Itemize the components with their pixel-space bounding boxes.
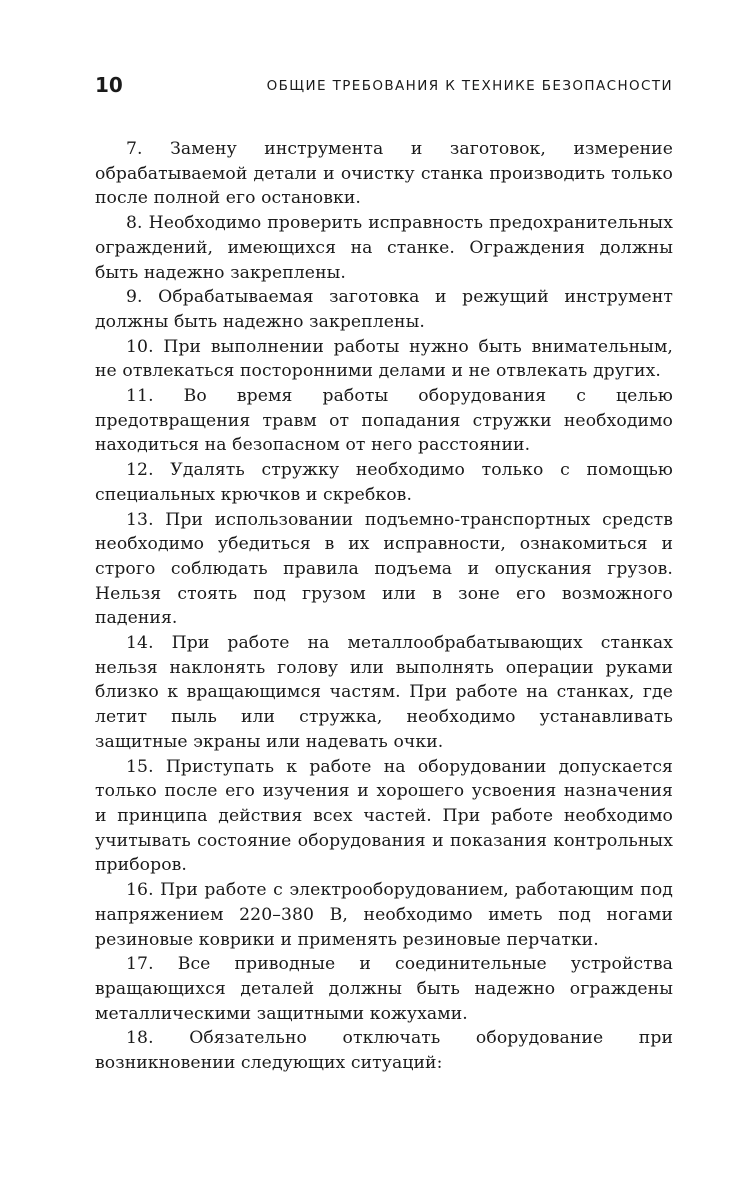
paragraph-17: 17. Все приводные и соединительные устройства вращающихся деталей должны быть надежно ограждены металлическими защитными кожухами.: [95, 954, 673, 1024]
paragraph-16: 16. При работе с электрооборудованием, работающим под напряжением 220–380 В, необходимо иметь под ногами резиновые коврики и применять резиновые перчатки.: [95, 880, 673, 950]
paragraph-11: 11. Во время работы оборудования с целью предотвращения травм от попадания стружки необходимо находиться на безопасном от него расстоянии.: [95, 386, 673, 456]
paragraph-9: 9. Обрабатываемая заготовка и режущий инструмент должны быть надежно закреплены.: [95, 287, 673, 332]
paragraph-18: 18. Обязательно отключать оборудование при возникновении следующих ситуаций:: [95, 1028, 673, 1074]
paragraph-8: 8. Необходимо проверить исправность предохранительных ограждений, имеющихся на станке. Ограждения должны быть надежно закреплены.: [95, 213, 673, 283]
paragraph-13: 13. При использовании подъемно-транспортных средств необходимо убедиться в их исправности, ознакомиться и строго соблюдать правила подъема и опускания грузов. Нельзя стоять под грузом или в зоне его возможного падения.: [95, 509, 673, 629]
page-header: [95, 72, 673, 100]
paragraph-7: 7. Замену инструмента и заготовок, измерение обрабатываемой детали и очистку станка производить только после полной его остановки.: [95, 139, 673, 209]
page-number: 10: [95, 73, 123, 97]
body-text: [95, 137, 673, 1076]
running-title: ОБЩИЕ ТРЕБОВАНИЯ К ТЕХНИКЕ БЕЗОПАСНОСТИ: [266, 78, 673, 94]
paragraph-15: 15. Приступать к работе на оборудовании допускается только после его изучения и хорошего усвоения назначения и принципа действия всех частей. При работе необходимо учитывать состояние оборудования и показания контрольных приборов.: [95, 756, 673, 876]
paragraph-14: 14. При работе на металлообрабатывающих станках нельзя наклонять голову или выполнять операции руками близко к вращающимся частям. При работе на станках, где летит пыль или стружка, необходимо устанавливать защитные экраны или надевать очки.: [95, 633, 673, 752]
paragraph-12: 12. Удалять стружку необходимо только с помощью специальных крючков и скребков.: [95, 460, 673, 505]
paragraph-10: 10. При выполнении работы нужно быть внимательным, не отвлекаться посторонними делами и не отвлекать других.: [95, 336, 673, 382]
